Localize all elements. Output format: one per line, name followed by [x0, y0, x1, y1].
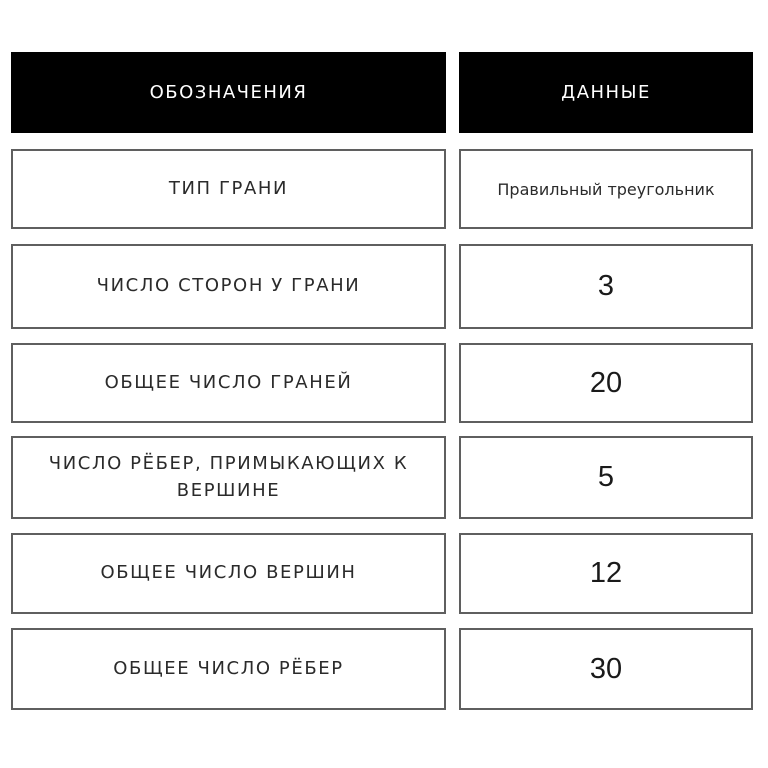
row-label-total-faces: ОБЩЕЕ ЧИСЛО ГРАНЕЙ [11, 343, 446, 423]
row-value-sides-per-face: 3 [459, 244, 753, 329]
row-value-total-vertices: 12 [459, 533, 753, 614]
row-value-edges-per-vertex: 5 [459, 436, 753, 519]
header-designations: ОБОЗНАЧЕНИЯ [11, 52, 446, 133]
row-label-face-type: ТИП ГРАНИ [11, 149, 446, 229]
header-data: ДАННЫЕ [459, 52, 753, 133]
row-value-total-edges: 30 [459, 628, 753, 710]
row-value-total-faces: 20 [459, 343, 753, 423]
row-label-total-edges: ОБЩЕЕ ЧИСЛО РЁБЕР [11, 628, 446, 710]
row-value-face-type: Правильный треугольник [459, 149, 753, 229]
row-label-sides-per-face: ЧИСЛО СТОРОН У ГРАНИ [11, 244, 446, 329]
row-label-edges-per-vertex: ЧИСЛО РЁБЕР, ПРИМЫКАЮЩИХ К ВЕРШИНЕ [11, 436, 446, 519]
row-label-total-vertices: ОБЩЕЕ ЧИСЛО ВЕРШИН [11, 533, 446, 614]
